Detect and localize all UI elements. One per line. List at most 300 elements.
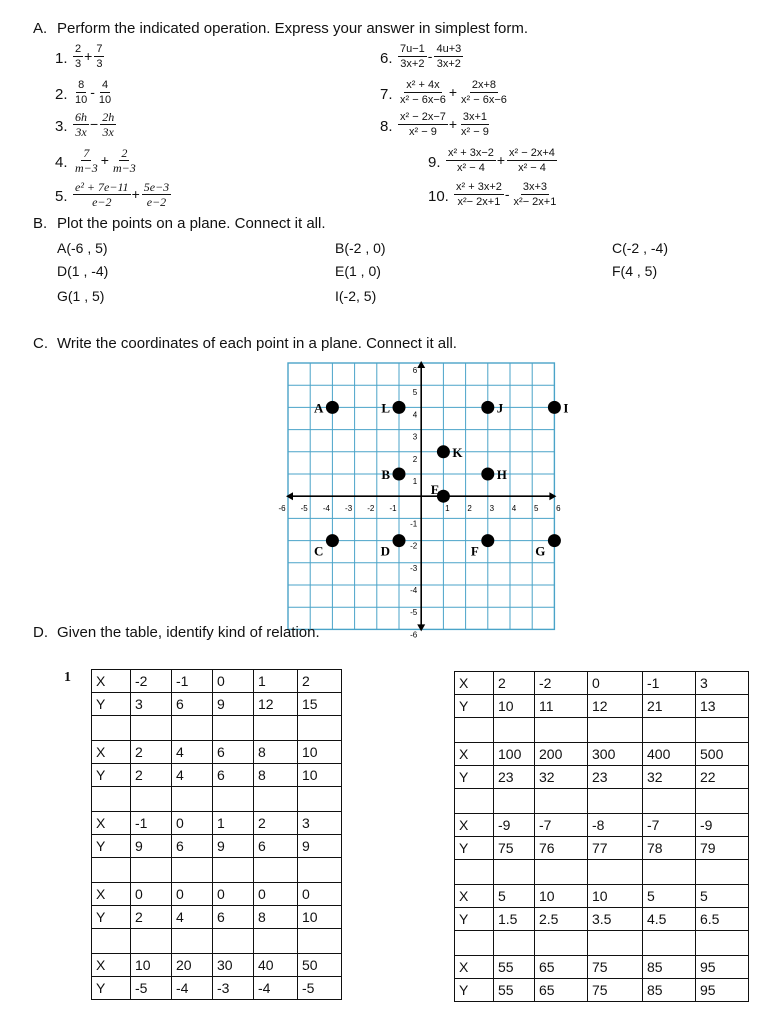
table-spacer-row xyxy=(92,858,342,883)
denominator: x²− 2x+1 xyxy=(457,196,501,208)
table-cell xyxy=(172,858,213,883)
table-cell xyxy=(643,860,696,885)
table-cell xyxy=(643,789,696,814)
denominator: 10 xyxy=(75,94,88,106)
section-c-title xyxy=(33,335,457,352)
table-cell xyxy=(455,931,494,956)
table-cell: 8 xyxy=(254,741,298,764)
table-cell xyxy=(213,716,254,741)
table-cell: 78 xyxy=(643,837,696,860)
y-tick-label: 5 xyxy=(412,388,418,398)
table-cell: 6.5 xyxy=(696,908,749,931)
point-label: J xyxy=(496,400,504,416)
point-label: L xyxy=(381,400,390,416)
point-b xyxy=(393,468,406,481)
table-cell: 9 xyxy=(213,835,254,858)
table-row xyxy=(455,908,749,931)
point-a: A(-6 , 5) xyxy=(57,240,108,256)
table-cell: 0 xyxy=(172,812,213,835)
fraction xyxy=(111,146,138,175)
table-cell: 5 xyxy=(494,885,535,908)
point-label: H xyxy=(496,467,507,482)
table-cell: 32 xyxy=(535,766,588,789)
table-cell: 300 xyxy=(588,743,643,766)
table-cell: X xyxy=(455,885,494,908)
table-cell: X xyxy=(92,812,131,835)
fraction xyxy=(73,110,89,139)
table-cell: X xyxy=(92,883,131,906)
table-cell: 95 xyxy=(696,956,749,979)
fraction xyxy=(454,180,504,209)
point-k xyxy=(437,445,450,458)
section-a-title xyxy=(33,20,528,37)
point-f xyxy=(481,534,494,547)
y-tick-label: -2 xyxy=(410,541,418,551)
table-cell: Y xyxy=(92,906,131,929)
table-cell: 6 xyxy=(213,764,254,787)
table-cell: 6 xyxy=(213,741,254,764)
table-cell: 10 xyxy=(298,906,342,929)
numerator: x² + 3x−2 xyxy=(448,147,494,159)
problem-number: 7. xyxy=(380,86,393,103)
numerator: x² + 4x xyxy=(406,79,440,91)
table-cell xyxy=(131,716,172,741)
problem-number: 5. xyxy=(55,188,68,205)
point-label: C xyxy=(314,543,324,559)
operator: + xyxy=(84,48,93,64)
table-cell: 3 xyxy=(696,672,749,695)
table-row xyxy=(455,695,749,718)
table-cell: Y xyxy=(92,977,131,1000)
table-cell xyxy=(696,718,749,743)
table-cell: 11 xyxy=(535,695,588,718)
table-row xyxy=(92,906,342,929)
y-tick-label: -3 xyxy=(410,563,418,573)
table-row xyxy=(455,766,749,789)
x-tick-label: -1 xyxy=(389,504,397,514)
table-cell: 9 xyxy=(298,835,342,858)
denominator: 3x+2 xyxy=(400,58,425,70)
table-cell xyxy=(254,929,298,954)
table-cell: Y xyxy=(92,693,131,716)
table-cell xyxy=(298,929,342,954)
table-cell xyxy=(535,789,588,814)
denominator: e−2 xyxy=(146,195,167,209)
point-g xyxy=(548,534,561,547)
table-cell xyxy=(494,860,535,885)
point-l xyxy=(393,401,406,414)
table-cell: 2 xyxy=(494,672,535,695)
table-cell: 3 xyxy=(131,693,172,716)
table-cell: 95 xyxy=(696,979,749,1002)
table-cell: 55 xyxy=(494,956,535,979)
table-cell: -4 xyxy=(172,977,213,1000)
table-cell xyxy=(131,929,172,954)
y-tick-label: -5 xyxy=(410,608,418,618)
numerator: 4u+3 xyxy=(436,43,462,55)
x-tick-label: 4 xyxy=(511,504,517,514)
numerator: 7 xyxy=(83,146,90,160)
table-cell xyxy=(588,860,643,885)
table-cell xyxy=(172,716,213,741)
table-cell: 6 xyxy=(172,835,213,858)
point-a xyxy=(326,401,339,414)
table-cell xyxy=(494,931,535,956)
table-row xyxy=(92,835,342,858)
table-cell: 2 xyxy=(298,670,342,693)
point-g: G(1 , 5) xyxy=(57,288,105,304)
table-cell: 4 xyxy=(172,764,213,787)
numerator: e² + 7e−11 xyxy=(75,180,129,194)
table-cell: 500 xyxy=(696,743,749,766)
table-cell: 2 xyxy=(131,764,172,787)
table-spacer-row xyxy=(92,787,342,812)
fraction xyxy=(459,110,491,139)
section-a-text: Perform the indicated operation. Express your answer in simplest form. xyxy=(57,20,529,37)
table-cell: -7 xyxy=(643,814,696,837)
section-c-text: Write the coordinates of each point in a plane. Connect it all. xyxy=(57,335,457,352)
table-cell xyxy=(696,931,749,956)
denominator: x² − 9 xyxy=(461,126,489,138)
table-row xyxy=(92,741,342,764)
table-cell: 2 xyxy=(254,812,298,835)
fraction xyxy=(73,42,83,71)
table-cell: Y xyxy=(455,837,494,860)
table-cell: 9 xyxy=(131,835,172,858)
table-cell xyxy=(213,929,254,954)
table-cell xyxy=(588,789,643,814)
table-cell: -9 xyxy=(494,814,535,837)
table-cell: 0 xyxy=(254,883,298,906)
table-cell xyxy=(643,718,696,743)
table-row xyxy=(455,837,749,860)
denominator: 3x xyxy=(75,125,87,139)
point-label: G xyxy=(535,543,546,559)
table-cell: X xyxy=(455,956,494,979)
table-cell: -1 xyxy=(643,672,696,695)
problem-number: 1. xyxy=(55,50,68,67)
problem-number: 6. xyxy=(380,50,393,67)
table-cell xyxy=(535,718,588,743)
table-cell xyxy=(172,929,213,954)
table-cell: 20 xyxy=(172,954,213,977)
table-cell: 0 xyxy=(588,672,643,695)
fraction xyxy=(398,78,448,107)
y-tick-label: -1 xyxy=(410,519,418,529)
table-cell: 22 xyxy=(696,766,749,789)
numerator: 6h xyxy=(75,110,87,124)
denominator: 3 xyxy=(75,58,82,70)
y-tick-label: -4 xyxy=(410,586,418,595)
table-cell: 5 xyxy=(696,885,749,908)
operator: + xyxy=(448,84,458,100)
point-i xyxy=(548,401,561,414)
table-cell: 23 xyxy=(494,766,535,789)
table-cell: 2.5 xyxy=(535,908,588,931)
table-cell: 3 xyxy=(298,812,342,835)
table-cell: 3.5 xyxy=(588,908,643,931)
x-tick-label: -2 xyxy=(367,504,375,514)
y-tick-label: 1 xyxy=(412,477,418,486)
table-cell: 79 xyxy=(696,837,749,860)
table-cell xyxy=(131,858,172,883)
table-cell xyxy=(92,716,131,741)
table-cell xyxy=(172,787,213,812)
y-tick-label: 4 xyxy=(412,410,418,420)
point-f: F(4 , 5) xyxy=(612,263,658,279)
table-cell: X xyxy=(92,954,131,977)
table-cell xyxy=(588,718,643,743)
numerator: 7 xyxy=(96,43,103,55)
x-tick-label: 3 xyxy=(489,504,495,514)
fraction xyxy=(97,78,113,107)
table-cell: 23 xyxy=(588,766,643,789)
point-label: I xyxy=(563,400,569,416)
table-cell xyxy=(298,858,342,883)
denominator: e−2 xyxy=(92,195,112,209)
fraction xyxy=(507,146,557,175)
table-cell xyxy=(254,787,298,812)
table-cell xyxy=(92,929,131,954)
table-cell: Y xyxy=(92,835,131,858)
table-cell: -3 xyxy=(213,977,254,1000)
x-tick-label: 1 xyxy=(445,504,450,514)
table-spacer-row xyxy=(455,718,749,743)
y-tick-label: -6 xyxy=(410,630,418,640)
table-cell: 6 xyxy=(172,693,213,716)
problem-number: 8. xyxy=(380,118,393,135)
fraction xyxy=(398,110,448,139)
problem-number: 9. xyxy=(428,154,441,171)
problem-number: 4. xyxy=(55,154,68,171)
table-cell: 15 xyxy=(298,693,342,716)
point-label: A xyxy=(314,400,324,416)
table-cell: 0 xyxy=(213,883,254,906)
point-d: D(1 , -4) xyxy=(57,263,109,279)
table-row xyxy=(455,885,749,908)
fraction xyxy=(142,180,171,209)
table-row xyxy=(455,979,749,1002)
table-cell: 0 xyxy=(213,670,254,693)
table-cell: Y xyxy=(455,979,494,1002)
point-label: D xyxy=(380,543,390,559)
table-cell: 8 xyxy=(254,764,298,787)
table-cell: 0 xyxy=(298,883,342,906)
section-d-text: Given the table, identify kind of relation. xyxy=(57,624,320,641)
point-h xyxy=(481,468,494,481)
table-cell: 76 xyxy=(535,837,588,860)
table-cell xyxy=(213,787,254,812)
numerator: 8 xyxy=(78,79,85,91)
x-tick-label: -4 xyxy=(322,504,330,514)
table-cell: 77 xyxy=(588,837,643,860)
fraction xyxy=(446,146,496,175)
numerator: 4 xyxy=(101,79,109,91)
table-spacer-row xyxy=(92,716,342,741)
table-cell xyxy=(455,718,494,743)
section-b-letter: B. xyxy=(33,215,48,232)
table-cell: X xyxy=(455,814,494,837)
table-cell xyxy=(213,858,254,883)
table-cell: 4 xyxy=(172,906,213,929)
table-cell: 12 xyxy=(254,693,298,716)
table-cell: X xyxy=(92,741,131,764)
problem-number: 2. xyxy=(55,86,68,103)
relation-table-right xyxy=(454,671,749,1002)
fraction xyxy=(100,110,116,139)
table-cell: -1 xyxy=(131,812,172,835)
operator: + xyxy=(131,186,140,202)
point-i: I(-2, 5) xyxy=(335,288,377,304)
table-row xyxy=(455,956,749,979)
denominator: m−3 xyxy=(75,161,98,175)
table-cell: 13 xyxy=(696,695,749,718)
table-cell: 8 xyxy=(254,906,298,929)
table-cell: -1 xyxy=(172,670,213,693)
point-c: C(-2 , -4) xyxy=(612,240,668,256)
operator: - xyxy=(504,186,510,202)
denominator: x² − 4 xyxy=(457,162,485,174)
section-b-text: Plot the points on a plane. Connect it all. xyxy=(57,215,326,232)
denominator: x²− 2x+1 xyxy=(513,196,557,208)
table-cell: 10 xyxy=(131,954,172,977)
point-e: E(1 , 0) xyxy=(335,263,381,279)
table-cell: 4 xyxy=(172,741,213,764)
table-cell: 21 xyxy=(643,695,696,718)
denominator: 10 xyxy=(98,94,112,106)
denominator: 3x+2 xyxy=(436,58,461,70)
table-cell: 12 xyxy=(588,695,643,718)
fraction xyxy=(398,42,427,71)
x-tick-label: 5 xyxy=(533,504,539,514)
table-cell: -5 xyxy=(131,977,172,1000)
operator: - xyxy=(90,84,95,100)
table-cell xyxy=(494,789,535,814)
numerator: 3x+1 xyxy=(462,111,488,123)
point-label: B xyxy=(381,467,390,482)
table-cell: 65 xyxy=(535,956,588,979)
table-cell: -2 xyxy=(131,670,172,693)
table-row xyxy=(455,672,749,695)
table-cell xyxy=(535,860,588,885)
table-cell xyxy=(535,931,588,956)
table-cell: 1.5 xyxy=(494,908,535,931)
denominator: 3 xyxy=(96,58,103,70)
numerator: x² − 2x−7 xyxy=(400,111,446,123)
section-b-title xyxy=(33,215,326,232)
operator: + xyxy=(496,152,506,168)
table-cell: 9 xyxy=(213,693,254,716)
table-row xyxy=(92,693,342,716)
table-cell: -8 xyxy=(588,814,643,837)
table-cell: 2 xyxy=(131,906,172,929)
table-cell: 0 xyxy=(131,883,172,906)
table-cell xyxy=(696,789,749,814)
numerator: 5e−3 xyxy=(143,180,170,194)
table-row xyxy=(92,670,342,693)
table-row xyxy=(92,812,342,835)
table-cell xyxy=(131,787,172,812)
table-cell: 2 xyxy=(131,741,172,764)
table-row xyxy=(455,814,749,837)
table-cell: -7 xyxy=(535,814,588,837)
table-cell: 10 xyxy=(298,741,342,764)
x-tick-label: 6 xyxy=(556,504,561,514)
numerator: 7u−1 xyxy=(400,43,425,55)
denominator: x² − 4 xyxy=(518,162,546,174)
denominator: m−3 xyxy=(112,161,136,175)
numerator: x² − 2x+4 xyxy=(509,147,555,159)
table-cell xyxy=(92,858,131,883)
numerator: x² + 3x+2 xyxy=(456,181,502,193)
table-row xyxy=(455,743,749,766)
table-cell: 6 xyxy=(254,835,298,858)
fraction xyxy=(73,180,131,209)
numerator: 3x+3 xyxy=(522,181,548,193)
table-cell: Y xyxy=(455,908,494,931)
table-cell: 30 xyxy=(213,954,254,977)
table-cell: 400 xyxy=(643,743,696,766)
table-cell xyxy=(298,716,342,741)
table-cell: 100 xyxy=(494,743,535,766)
table-cell xyxy=(588,931,643,956)
x-tick-label: -3 xyxy=(345,504,353,514)
table-cell: 10 xyxy=(298,764,342,787)
y-tick-label: 3 xyxy=(412,432,418,442)
operator: + xyxy=(100,152,109,168)
table-cell: 55 xyxy=(494,979,535,1002)
table-cell: 75 xyxy=(588,979,643,1002)
table-spacer-row xyxy=(455,931,749,956)
x-tick-label: 2 xyxy=(467,504,472,514)
numerator: 2h xyxy=(102,110,115,124)
table-cell: 1 xyxy=(254,670,298,693)
table-cell: -4 xyxy=(254,977,298,1000)
table-cell: -9 xyxy=(696,814,749,837)
table-cell: 4.5 xyxy=(643,908,696,931)
table-cell xyxy=(696,860,749,885)
table-cell: 200 xyxy=(535,743,588,766)
table-cell: Y xyxy=(92,764,131,787)
fraction xyxy=(73,78,89,107)
table-marker: 1 xyxy=(64,670,71,685)
table-spacer-row xyxy=(455,789,749,814)
table-cell: 1 xyxy=(213,812,254,835)
section-d-title xyxy=(33,624,320,641)
point-j xyxy=(481,401,494,414)
table-cell: X xyxy=(92,670,131,693)
table-cell: X xyxy=(455,672,494,695)
point-label: F xyxy=(470,543,479,559)
table-cell: -5 xyxy=(298,977,342,1000)
relation-table-left xyxy=(91,669,342,1000)
table-spacer-row xyxy=(92,929,342,954)
point-d xyxy=(393,534,406,547)
table-cell xyxy=(92,787,131,812)
fraction xyxy=(434,42,463,71)
table-cell: Y xyxy=(455,766,494,789)
denominator: x² − 9 xyxy=(409,126,437,138)
problem-number: 3. xyxy=(55,118,68,135)
section-c-letter: C. xyxy=(33,335,48,352)
point-b: B(-2 , 0) xyxy=(335,240,386,256)
table-cell xyxy=(455,789,494,814)
denominator: 3x xyxy=(102,125,114,139)
table-cell: 85 xyxy=(643,979,696,1002)
table-cell xyxy=(643,931,696,956)
table-cell xyxy=(494,718,535,743)
table-cell: 10 xyxy=(588,885,643,908)
